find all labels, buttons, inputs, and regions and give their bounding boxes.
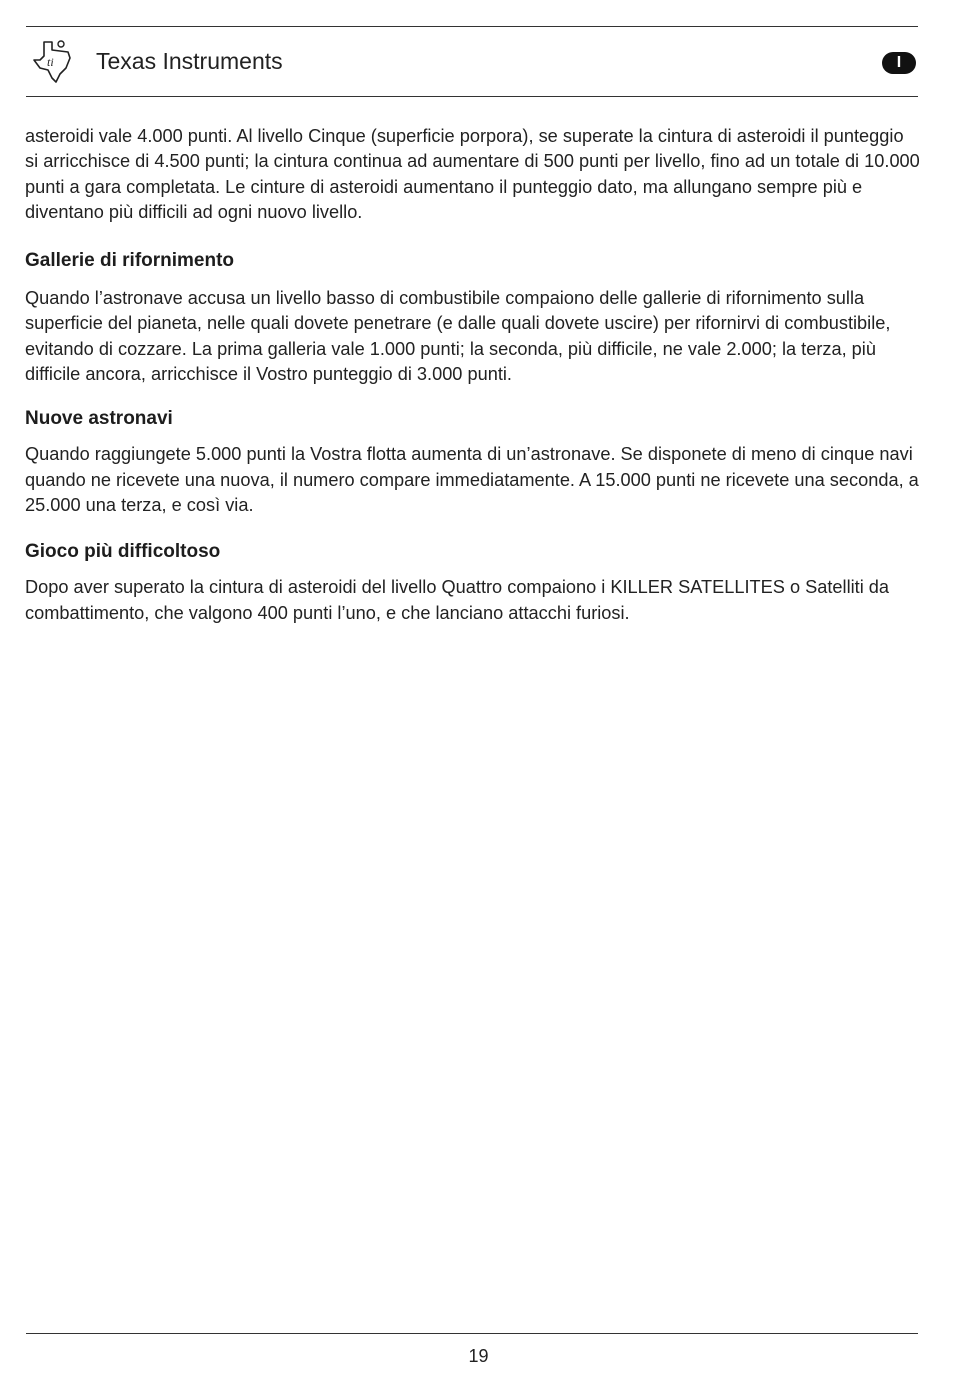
section-heading-gioco-difficoltoso: Gioco più difficoltoso [25, 541, 221, 563]
section-heading-nuove-astronavi: Nuove astronavi [25, 408, 173, 430]
header-top-rule [26, 26, 918, 27]
section-body-nuove-astronavi: Quando raggiungete 5.000 punti la Vostra flotta aumenta di un’astronave. Se disponete di meno di cinque navi quando ne ricevete una nuova, il numero compare immediatamente. A 15.000 punti ne ricevete una seconda, a 25.000 una terza, e così via. [25, 444, 919, 515]
svg-text:ti: ti [47, 55, 54, 69]
language-badge: I [882, 52, 916, 74]
texas-instruments-logo-icon [30, 38, 74, 86]
header-bottom-rule [26, 96, 918, 97]
brand-name: Texas Instruments [96, 48, 283, 74]
page-content [25, 124, 921, 626]
section-heading-gallerie: Gallerie di rifornimento [25, 250, 235, 272]
page-header [30, 38, 918, 88]
section-body-gallerie: Quando l’astronave accusa un livello basso di combustibile compaiono delle gallerie di rifornimento sulla superficie del pianeta, nelle quali dovete penetrare (e dalle quali dovete uscire) per rifornirvi di combustibile, evitando di cozzare. La prima galleria vale 1.000 punti; la seconda, più difficile, ne vale 2.000; la terza, più difficile ancora, arricchisce il Vostro punteggio di 3.000 punti. [25, 288, 891, 385]
footer-rule [26, 1333, 918, 1334]
intro-paragraph: asteroidi vale 4.000 punti. Al livello Cinque (superficie porpora), se superate la cintura di asteroidi il punteggio si arricchisce di 4.500 punti; la cintura continua ad aumentare di 500 punti per livello, fino ad un totale di 10.000 punti a gara completata. Le cinture di asteroidi aumentano il punteggio dato, ma allungano sempre più e diventano più difficili ad ogni nuovo livello. [25, 126, 920, 222]
section-body-gioco-difficoltoso: Dopo aver superato la cintura di asteroidi del livello Quattro compaiono i KILLER SATELLITES o Satelliti da combattimento, che valgono 400 punti l’uno, e che lanciano attacchi furiosi. [25, 577, 890, 623]
page-number: 19 [468, 1346, 489, 1366]
